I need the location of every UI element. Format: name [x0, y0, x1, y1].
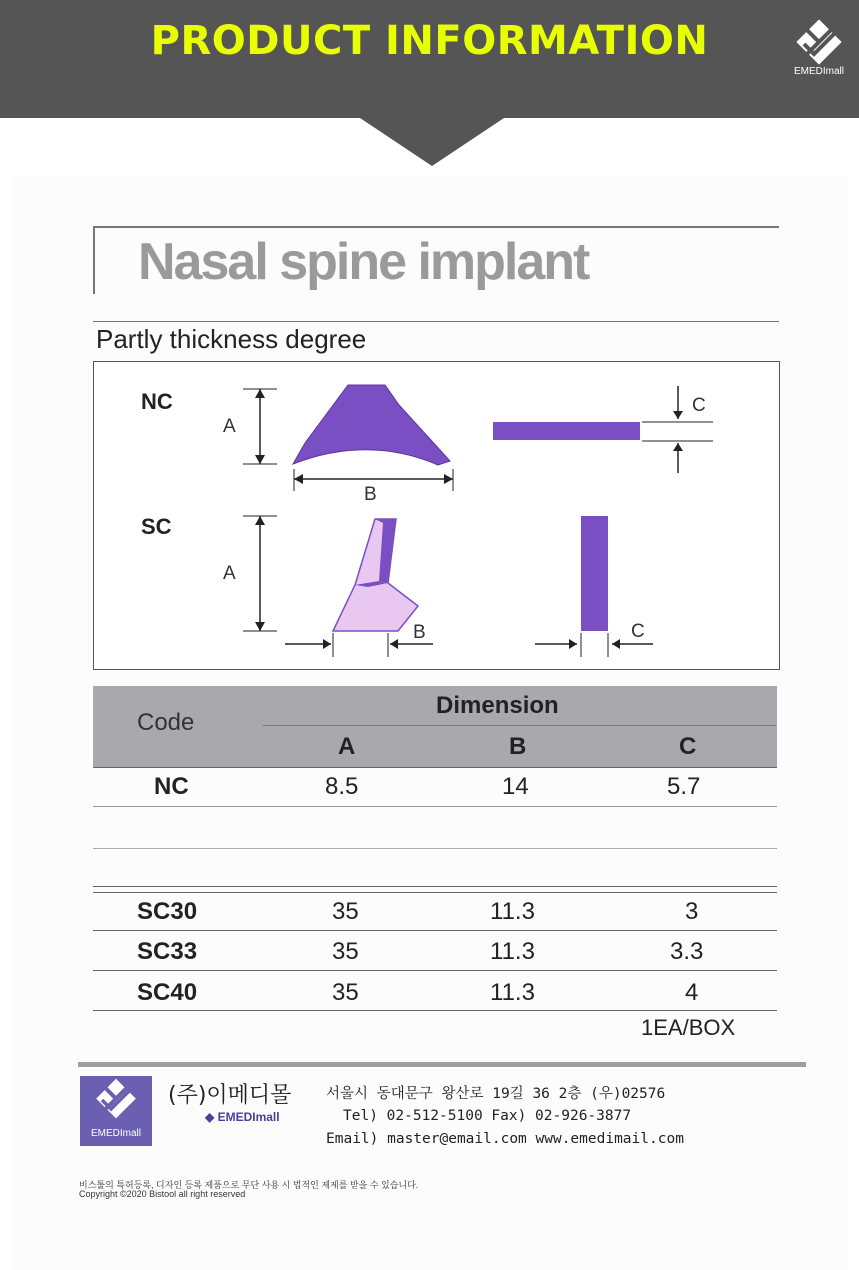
row-divider: [93, 806, 777, 807]
legal-notice: 비스툴의 특허등록, 디자인 등록 제품으로 무단 사용 시 법적인 제제를 받을 수 있습니다.: [79, 1180, 419, 1190]
sc-c-letter: C: [631, 621, 645, 642]
title-frame-left: [93, 226, 95, 294]
sc-label: SC: [141, 514, 172, 539]
table-cell-b: 14: [502, 773, 529, 800]
table-row-code: SC40: [137, 979, 198, 1006]
copyright: Copyright ©2020 Bistool all right reserved: [79, 1189, 246, 1199]
table-cell-c: 3.3: [670, 938, 704, 965]
row-divider: [93, 886, 777, 887]
table-row-code: SC30: [137, 898, 198, 925]
header-arrow: [360, 118, 504, 166]
footer-logo: [80, 1076, 152, 1146]
footer-logo-text: EMEDImall: [90, 1128, 141, 1139]
row-divider: [93, 1010, 777, 1011]
brand-small: [205, 1110, 280, 1124]
packing-unit: 1EA/BOX: [641, 1015, 736, 1040]
title-divider: [93, 321, 779, 322]
sc-side-shape: [581, 516, 608, 631]
company-name: (주)이메디몰: [168, 1083, 292, 1108]
table-cell-a: 35: [332, 979, 359, 1006]
table-cell-a: 35: [332, 898, 359, 925]
row-divider: [93, 767, 777, 768]
nc-label: NC: [141, 389, 173, 414]
table-cell-c: 5.7: [667, 773, 701, 800]
nc-front-shape: [293, 385, 450, 465]
sc-a-letter: A: [223, 563, 236, 584]
nc-c-letter: C: [692, 395, 706, 416]
company-phone: Tel) 02-512-5100 Fax) 02-926-3877: [343, 1108, 632, 1124]
table-cell-b: 11.3: [490, 938, 535, 965]
table-cell-c: 4: [685, 979, 699, 1006]
page-title: PRODUCT INFORMATION: [150, 18, 709, 64]
table-cell-a: 35: [332, 938, 359, 965]
brand-small-text: EMEDImall: [217, 1110, 280, 1124]
nc-a-letter: A: [223, 416, 236, 437]
emedimall-logo-icon: [80, 1076, 152, 1130]
row-divider: [93, 930, 777, 931]
footer-divider: [78, 1062, 806, 1067]
dimension-separator: [263, 725, 776, 726]
table-row-code: SC33: [137, 938, 198, 965]
table-row-code: NC: [154, 773, 189, 800]
table-cell-a: 8.5: [325, 773, 359, 800]
row-divider: [93, 892, 777, 893]
dimension-header: Dimension: [436, 692, 559, 719]
title-frame-top: [93, 226, 779, 228]
table-cell-b: 11.3: [490, 979, 535, 1006]
sc-b-letter: B: [413, 622, 426, 643]
nc-b-letter: B: [364, 484, 377, 505]
sc-front-shape: [333, 519, 418, 631]
section-subtitle: Partly thickness degree: [96, 324, 367, 354]
row-divider: [93, 848, 777, 849]
product-title: Nasal spine implant: [138, 233, 589, 291]
implant-diagram: [93, 361, 780, 670]
column-c-header: C: [679, 733, 697, 760]
header-logo-text: EMEDImall: [793, 66, 844, 77]
table-cell-b: 11.3: [490, 898, 535, 925]
code-header: Code: [137, 709, 195, 736]
table-cell-c: 3: [685, 898, 699, 925]
column-a-header: A: [338, 733, 356, 760]
company-email: Email) master@email.com www.emedimail.com: [326, 1131, 684, 1147]
diamond-icon: ◆: [205, 1110, 218, 1124]
column-b-header: B: [509, 733, 527, 760]
nc-side-shape: [493, 422, 640, 440]
table-header: [93, 686, 777, 767]
company-address: 서울시 동대문구 왕산로 19길 36 2층 (우)02576: [326, 1086, 666, 1102]
row-divider: [93, 970, 777, 971]
